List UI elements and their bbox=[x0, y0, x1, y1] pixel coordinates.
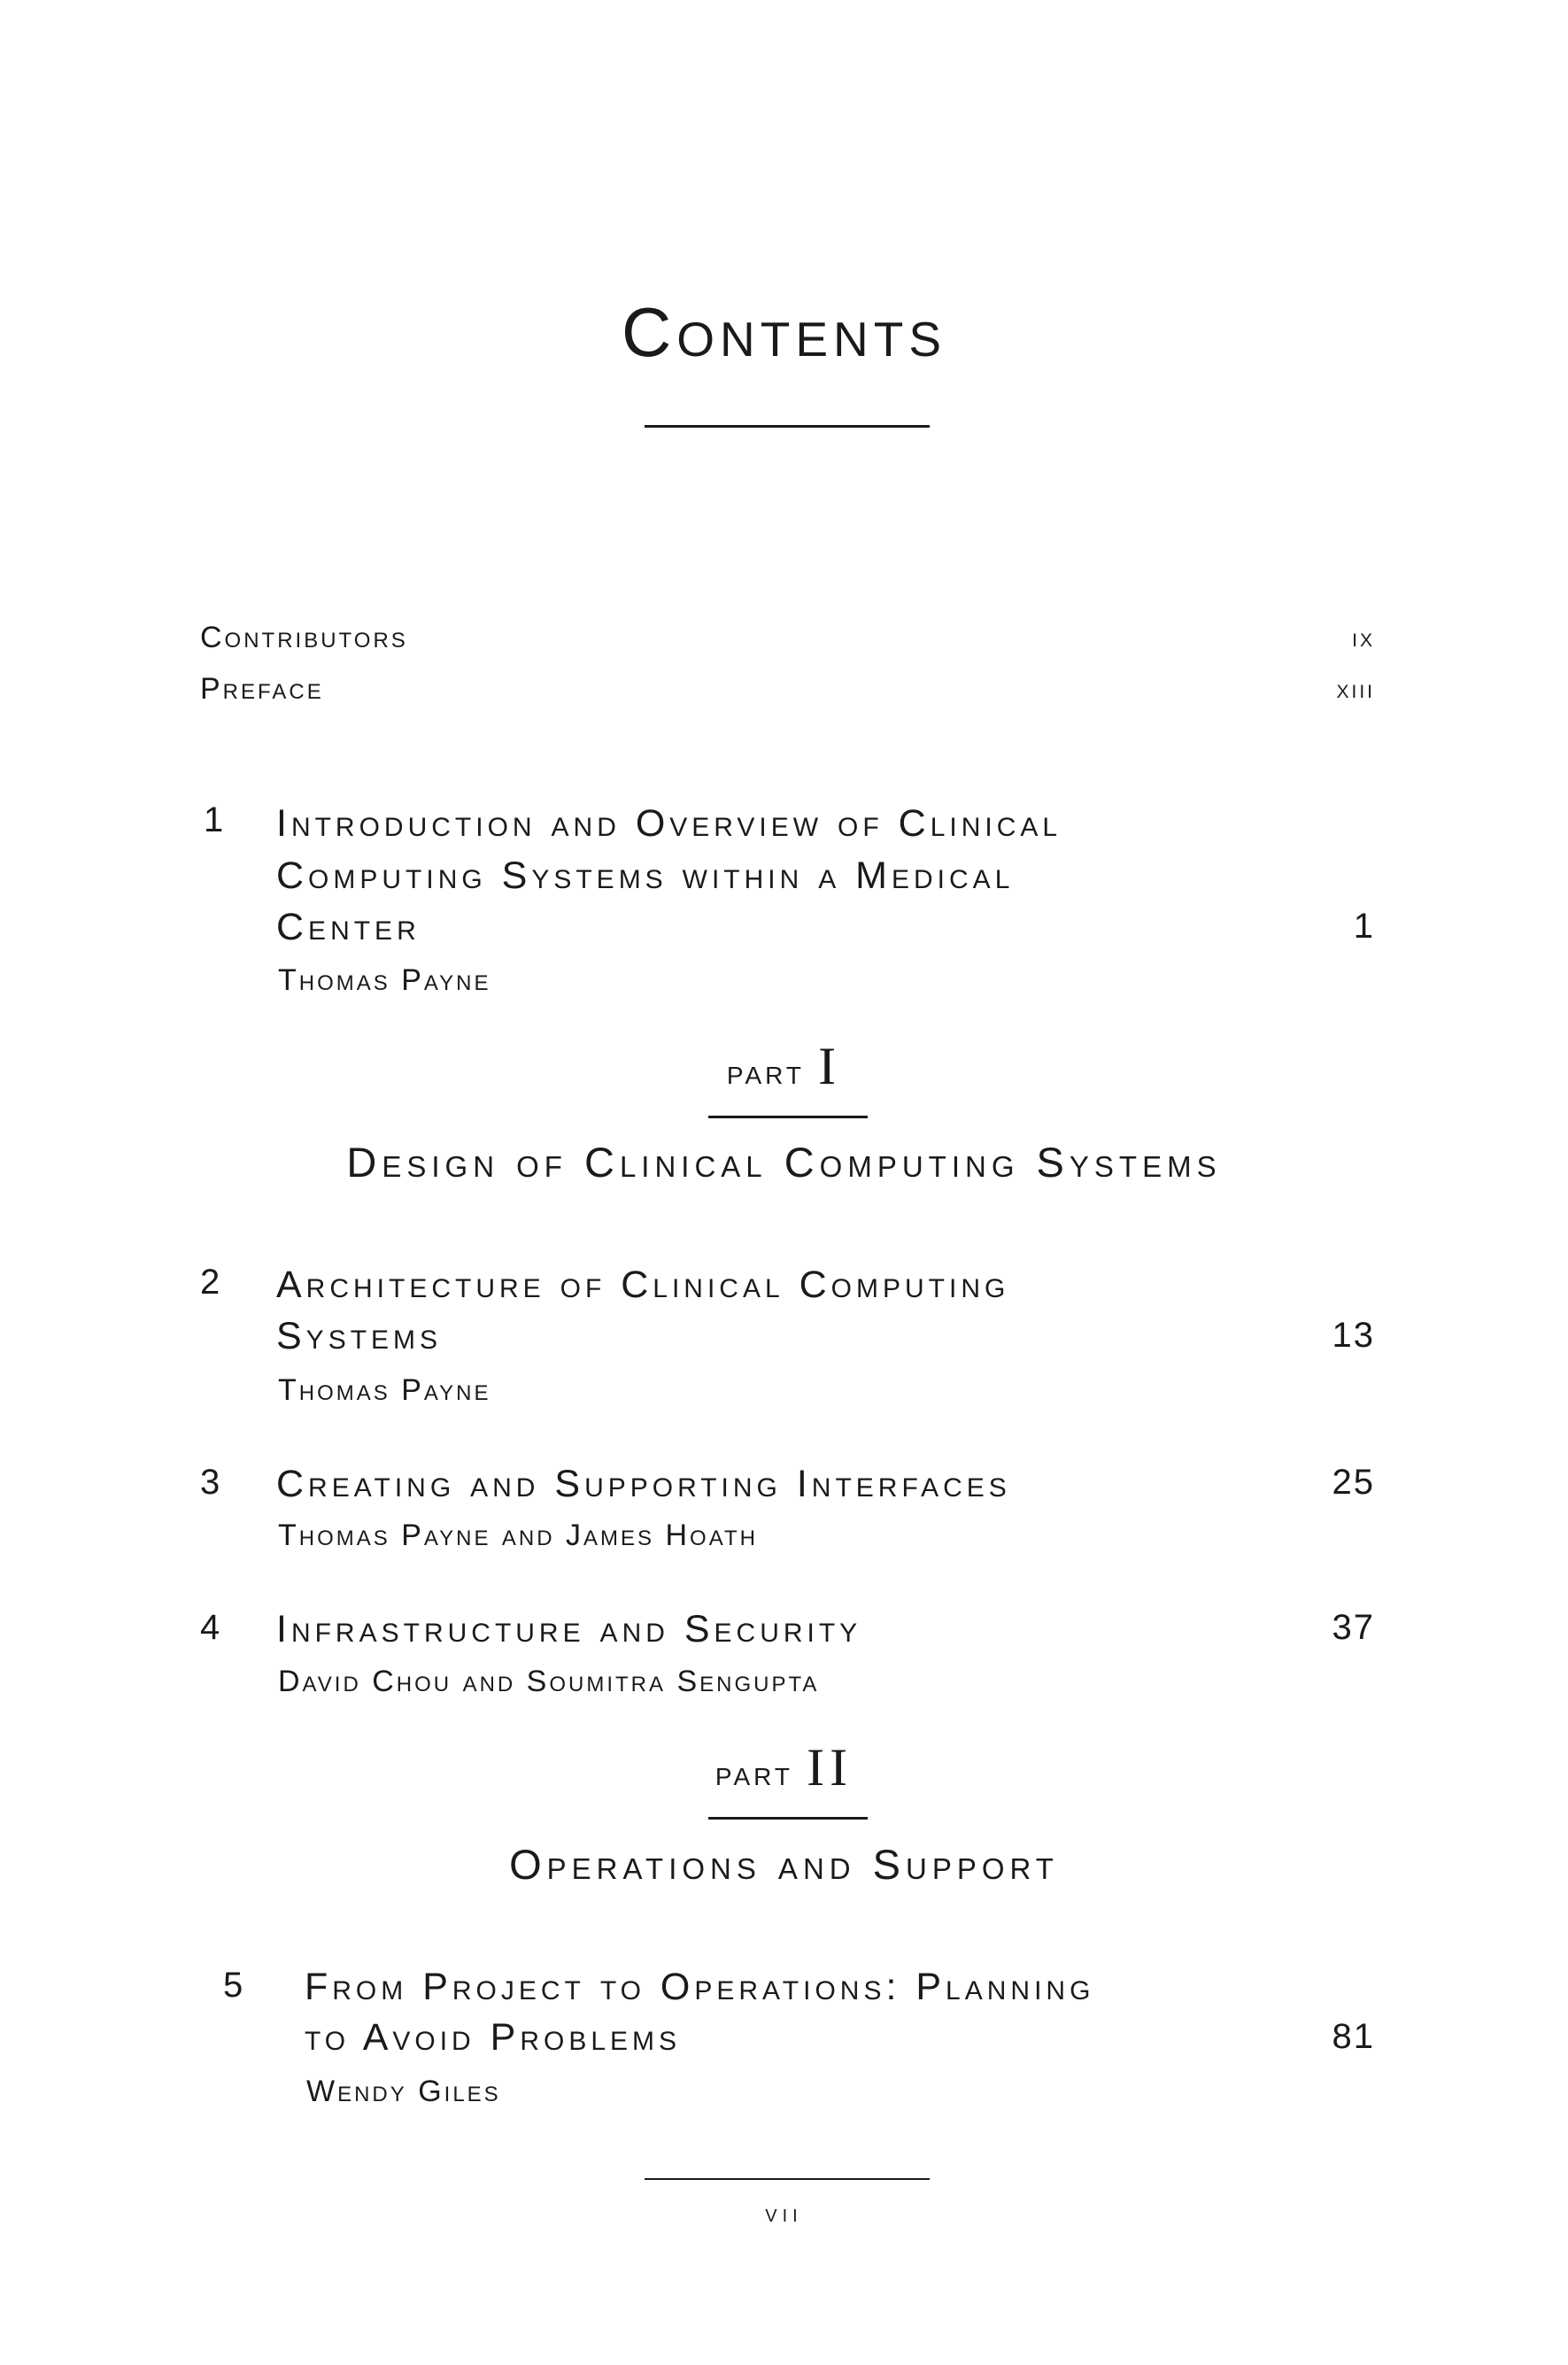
chapter-number: 5 bbox=[223, 1966, 247, 2005]
footer-rule bbox=[645, 2178, 930, 2180]
chapter-title-line: Infrastructure and Security bbox=[276, 1608, 862, 1650]
part-label: part bbox=[714, 1754, 793, 1793]
chapter-author: Thomas Payne and James Hoath bbox=[278, 1519, 758, 1552]
page-folio: vii bbox=[765, 2199, 803, 2227]
chapter-page-number: 13 bbox=[1332, 1316, 1375, 1355]
chapter-number: 4 bbox=[200, 1608, 224, 1647]
chapter-page-number: 37 bbox=[1332, 1608, 1375, 1647]
chapter-page-number: 25 bbox=[1332, 1463, 1375, 1502]
chapter-title-line: to Avoid Problems bbox=[305, 2016, 682, 2059]
part-rule bbox=[708, 1817, 868, 1820]
part-heading bbox=[0, 1036, 1568, 1097]
chapter-title-line: Systems bbox=[276, 1315, 443, 1357]
chapter-page-number: 81 bbox=[1332, 2017, 1375, 2056]
chapter-page-number: 1 bbox=[1353, 907, 1375, 946]
chapter-title-line: Architecture of Clinical Computing bbox=[276, 1264, 1010, 1306]
part-title: Design of Clinical Computing Systems bbox=[346, 1139, 1222, 1186]
part-rule bbox=[708, 1116, 868, 1118]
chapter-title-line: From Project to Operations: Planning bbox=[305, 1966, 1095, 2008]
chapter-title-line: Computing Systems within a Medical bbox=[276, 854, 1015, 897]
front-matter-preface-page: xiii bbox=[1336, 675, 1375, 704]
chapter-author: Wendy Giles bbox=[306, 2075, 501, 2108]
page-title: Contents bbox=[621, 293, 947, 371]
part-label: part bbox=[726, 1053, 805, 1092]
title-rule bbox=[645, 425, 930, 428]
chapter-title-line: Creating and Supporting Interfaces bbox=[276, 1463, 1011, 1505]
chapter-number: 3 bbox=[200, 1463, 224, 1502]
chapter-author: David Chou and Soumitra Sengupta bbox=[278, 1665, 820, 1698]
part-numeral: II bbox=[807, 1738, 854, 1797]
chapter-author: Thomas Payne bbox=[278, 963, 491, 997]
chapter-author: Thomas Payne bbox=[278, 1373, 491, 1407]
front-matter-contributors-page: ix bbox=[1352, 623, 1375, 653]
chapter-number: 2 bbox=[200, 1263, 224, 1302]
front-matter-preface-label: Preface bbox=[200, 672, 324, 706]
chapter-title-line: Introduction and Overview of Clinical bbox=[276, 802, 1062, 845]
chapter-number: 1 bbox=[204, 800, 228, 839]
part-numeral: I bbox=[818, 1037, 842, 1095]
front-matter-contributors-label: Contributors bbox=[200, 621, 408, 654]
part-heading bbox=[0, 1737, 1568, 1798]
chapter-title-line: Center bbox=[276, 906, 421, 948]
part-title: Operations and Support bbox=[509, 1841, 1059, 1888]
